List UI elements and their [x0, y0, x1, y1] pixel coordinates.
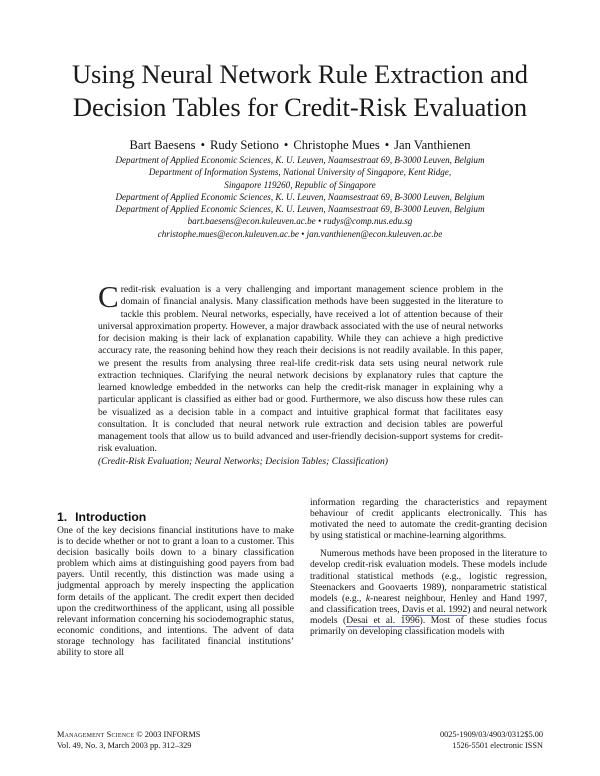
author-name: Rudy Setiono [209, 138, 279, 152]
bullet-separator: • [384, 138, 390, 152]
affiliation-line: Singapore 119260, Republic of Singapore [224, 179, 376, 190]
issn-electronic: 1526-5501 electronic ISSN [452, 740, 543, 750]
affiliations [40, 154, 560, 240]
email-line[interactable]: bart.baesens@econ.kuleuven.ac.be • rudys@comp.nus.edu.sg [187, 216, 413, 227]
footer-left [57, 730, 200, 751]
footer-right [440, 730, 543, 751]
right-column [310, 497, 547, 644]
keywords: (Credit-Risk Evaluation; Neural Networks; Decision Tables; Classification) [98, 455, 388, 467]
affiliation-line: Department of Information Systems, National University of Singapore, Kent Ridge, [148, 167, 452, 178]
section-heading [57, 510, 294, 524]
affiliation-line: Department of Applied Economic Sciences, K. U. Leuven, Naamsestraat 69, B-3000 Leuven, Belgium [115, 191, 485, 202]
title-line-2: Decision Tables for Credit-Risk Evaluation [72, 92, 528, 122]
abstract-dropcap: C [98, 279, 119, 314]
abstract-text: redit-risk evaluation is a very challenging and important management science problem in the domain of financial analysis. Many classification methods have been suggested in the literature to tackle this problem. Neural networks, especially, have received a lot of attention because of their universal approximation property. However, a major drawback associated with the use of neural networks for decision making is their lack of explanation capability. While they can achieve a high predictive accuracy rate, the reasoning behind how they reach their decisions is not readily available. In this paper, we present the results from analysing three real-life credit-risk data sets using neural network rule extraction techniques. Clarifying the neural network decisions by explanatory rules that capture the learned knowledge embedded in the networks can help the credit-risk manager in explaining why a particular applicant is classified as either bad or good. Furthermore, we also discuss how these rules can be visualized as a decision table in a compact and intuitive graphical format that facilitates easy consultation. It is concluded that neural network rule extraction and decision tables are powerful management tools that allow us to build advanced and user-friendly decision-support systems for credit-risk evaluation. [98, 284, 503, 455]
text-run: -nearest neighbour, Henley and Hand 1997, and classification trees, [310, 592, 548, 615]
body-paragraph: information regarding the characteristics and repayment behaviour of credit applicants electronically. This has motivated the need to automate the credit-granting decision by using statistical or machine-learning algorithms. [310, 497, 547, 542]
section-title: Introduction [75, 510, 147, 524]
citation-link[interactable]: Davis et al. 1992 [402, 603, 468, 615]
author-name: Bart Baesens [129, 138, 196, 152]
issn-print: 0025-1909/03/4903/0312$5.00 [439, 730, 543, 739]
citation-link[interactable]: Desai et al. 1996 [346, 614, 420, 626]
text-run: k [365, 592, 371, 604]
journal-name: Management Science [57, 730, 135, 739]
text-run: ). Most of these studies focus primarily on developing classification models with [310, 614, 547, 638]
email-line[interactable]: christophe.mues@econ.kuleuven.ac.be • jan.vanthienen@econ.kuleuven.ac.be [157, 228, 443, 239]
copyright: © 2003 INFORMS [134, 730, 201, 739]
body-paragraph: One of the key decisions financial institutions have to make is to decide whether or not to grant a loan to a customer. This decision basically boils down to a binary classification problem which aims at distinguishing good payers from bad payers. Until recently, this distinction was made using a judgmental approach by merely inspecting the application form details of the applicant. The credit expert then decided upon the creditworthiness of the applicant, using all possible relevant information concerning his sociodemographic status, economic conditions, and intentions. The advent of data storage technology has facilitated financial institutions’ ability to store all [57, 525, 294, 659]
section-number: 1. [57, 510, 68, 524]
affiliation-line: Department of Applied Economic Sciences, K. U. Leuven, Naamsestraat 69, B-3000 Leuven, Belgium [115, 155, 485, 165]
author-name: Jan Vanthienen [394, 138, 471, 152]
left-column [57, 510, 294, 665]
body-paragraph [310, 548, 547, 637]
paper-title [30, 58, 570, 124]
bullet-separator: • [283, 138, 289, 152]
abstract [98, 279, 503, 468]
affiliation-line: Department of Applied Economic Sciences, K. U. Leuven, Naamsestraat 69, B-3000 Leuven, Belgium [115, 204, 485, 215]
author-list [30, 137, 570, 153]
bullet-separator: • [200, 138, 205, 152]
volume-info: Vol. 49, No. 3, March 2003 pp. 312–329 [57, 740, 192, 750]
text-run: ) and neural network models ( [310, 603, 547, 626]
text-run: Numerous methods have been proposed in the literature to develop credit-risk evaluation models. These models include traditional statistical methods (e.g., logistic regression, Steenackers and Goovaerts 1989), nonparametric statistical models (e.g., [310, 548, 547, 604]
author-name: Christophe Mues [293, 138, 380, 152]
title-line-1: Using Neural Network Rule Extraction and [72, 59, 528, 89]
